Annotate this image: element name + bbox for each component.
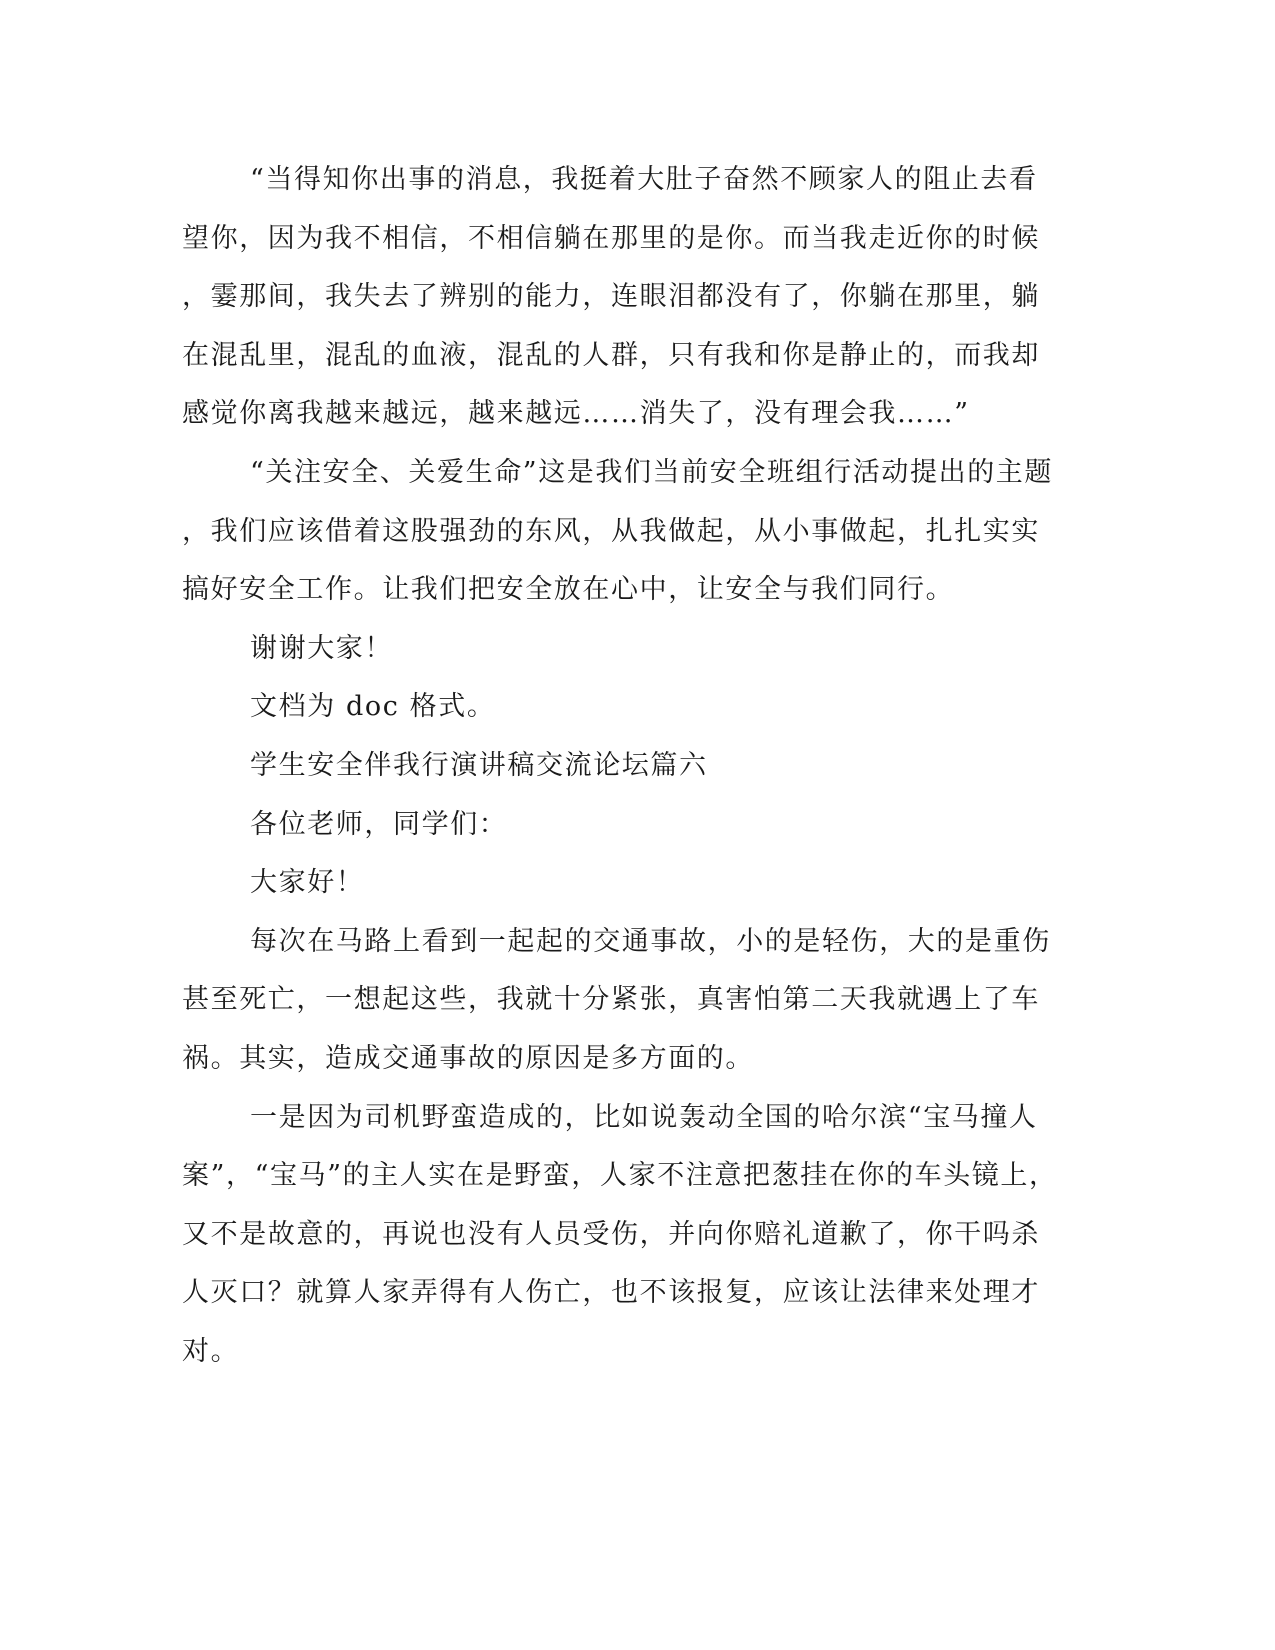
text-line: 人灭口？就算人家弄得有人伤亡，也不该报复，应该让法律来处理才 [182, 1277, 1040, 1309]
text-line: 各位老师，同学们： [250, 808, 508, 840]
paragraph-salutation [182, 796, 1042, 855]
text-line: 感觉你离我越来越远，越来越远……消失了，没有理会我……” [182, 398, 970, 430]
text-line: 大家好！ [250, 867, 365, 899]
section-heading [182, 737, 1042, 796]
text-line: ，我们应该借着这股强劲的东风，从我做起，从小事做起，扎扎实实 [182, 515, 1040, 547]
text-line: 在混乱里，混乱的血液，混乱的人群，只有我和你是静止的，而我却 [182, 339, 1040, 371]
text-line: 案”，“宝马”的主人实在是野蛮，人家不注意把葱挂在你的车头镜上， [182, 1160, 1058, 1192]
text-line: ，霎那间，我失去了辨别的能力，连眼泪都没有了，你躺在那里，躺 [182, 281, 1040, 313]
text-line: 学生安全伴我行演讲稿交流论坛篇六 [250, 749, 708, 781]
text-line: 一是因为司机野蛮造成的，比如说轰动全国的哈尔滨“宝马撞人 [250, 1101, 1038, 1133]
text-line: 对。 [182, 1335, 240, 1367]
paragraph-greeting [182, 854, 1042, 913]
text-line: “当得知你出事的消息，我挺着大肚子奋然不顾家人的阻止去看 [250, 164, 1038, 195]
text-line: 文档为 doc 格式。 [250, 691, 496, 723]
text-line: 搞好安全工作。让我们把安全放在心中，让安全与我们同行。 [182, 574, 955, 606]
text-line: 祸。其实，造成交通事故的原因是多方面的。 [182, 1042, 754, 1074]
text-line: 望你，因为我不相信，不相信躺在那里的是你。而当我走近你的时候 [182, 222, 1040, 254]
text-line: 甚至死亡，一想起这些，我就十分紧张，真害怕第二天我就遇上了车 [182, 984, 1040, 1016]
text-line: 每次在马路上看到一起起的交通事故，小的是轻伤，大的是重伤 [250, 925, 1051, 957]
text-line: 又不是故意的，再说也没有人员受伤，并向你赔礼道歉了，你干吗杀 [182, 1218, 1040, 1250]
paragraph-reason-one [182, 1089, 1058, 1382]
document-body [182, 151, 1058, 1381]
text-line: 谢谢大家！ [250, 632, 393, 664]
paragraph-theme [182, 444, 1054, 620]
paragraph-doc-format [182, 678, 1042, 737]
paragraph-memory [182, 151, 1042, 444]
paragraph-thanks [182, 620, 1042, 679]
text-line: “关注安全、关爱生命”这是我们当前安全班组行活动提出的主题 [250, 456, 1054, 488]
paragraph-accidents [182, 913, 1051, 1089]
